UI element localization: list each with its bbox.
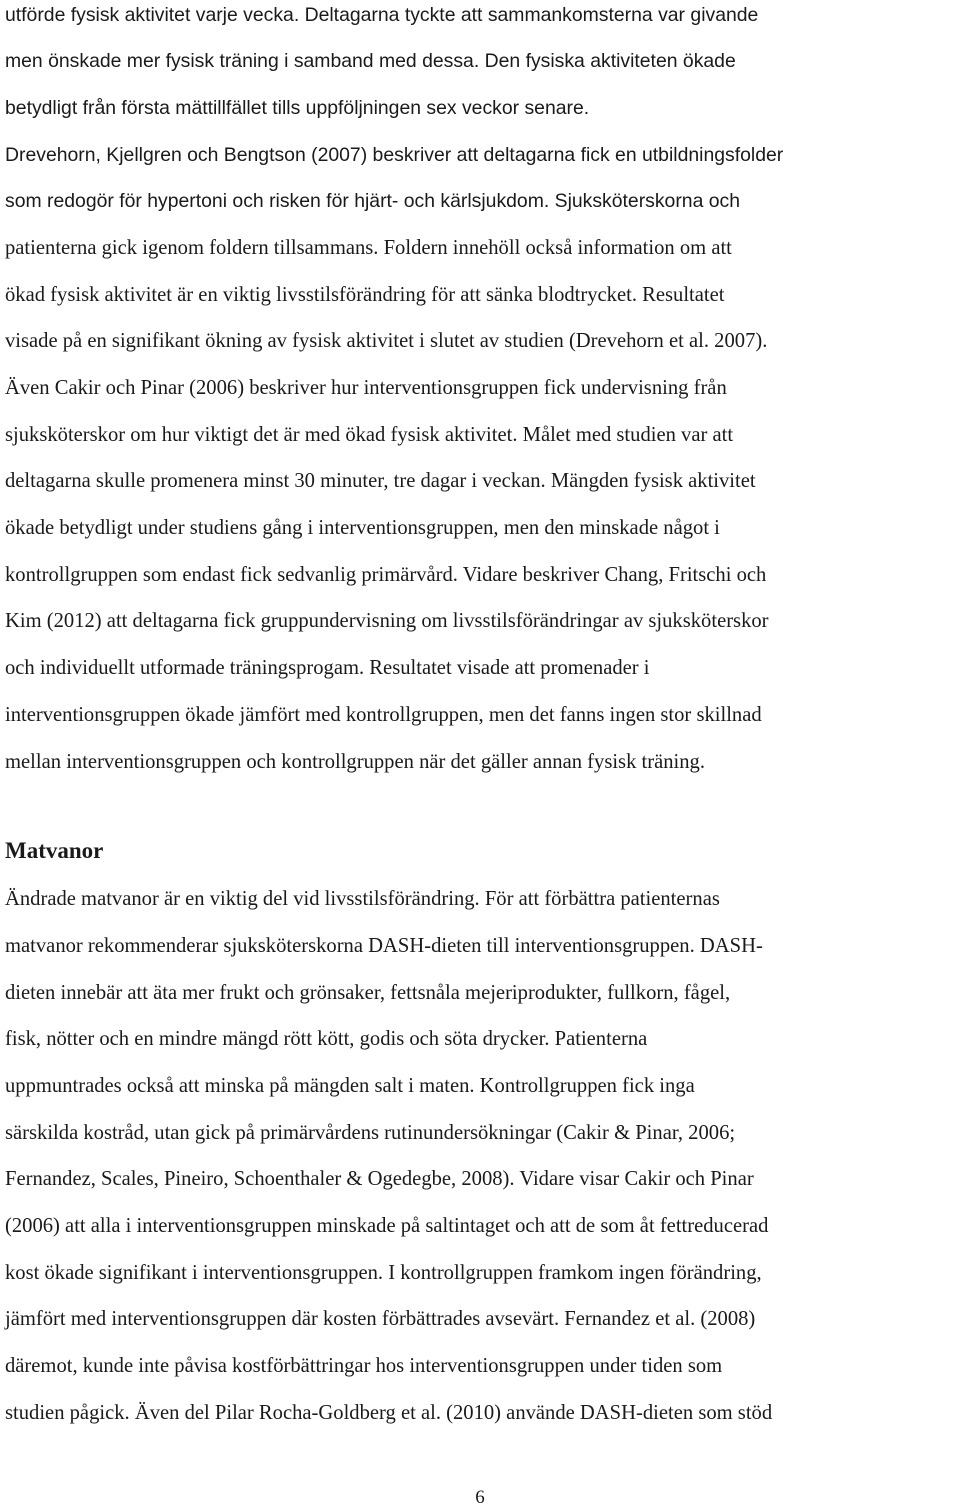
text-line: kontrollgruppen som endast fick sedvanlig primärvård. Vidare beskriver Chang, Fritschi och <box>5 564 767 586</box>
text-line: särskilda kostråd, utan gick på primärvårdens rutinundersökningar (Cakir & Pinar, 2006; <box>5 1122 736 1144</box>
text-line: patienterna gick igenom foldern tillsammans. Foldern innehöll också information om att <box>5 237 732 259</box>
text-line: betydligt från första mättillfället tills uppföljningen sex veckor senare. <box>5 97 590 119</box>
page-number: 6 <box>475 1487 485 1508</box>
text-line: ökade betydligt under studiens gång i interventionsgruppen, men den minskade något i <box>5 517 720 539</box>
text-line: visade på en signifikant ökning av fysisk aktivitet i slutet av studien (Drevehorn et al. 2007). <box>5 330 768 352</box>
text-line: Kim (2012) att deltagarna fick gruppundervisning om livsstilsförändringar av sjuksköterskor <box>5 610 769 632</box>
text-line: dieten innebär att äta mer frukt och grönsaker, fettsnåla mejeriprodukter, fullkorn, fågel, <box>5 982 731 1004</box>
text-line: fisk, nötter och en mindre mängd rött kött, godis och söta drycker. Patienterna <box>5 1028 648 1050</box>
text-line: Även Cakir och Pinar (2006) beskriver hur interventionsgruppen fick undervisning från <box>5 377 727 399</box>
text-line: Fernandez, Scales, Pineiro, Schoenthaler & Ogedegbe, 2008). Vidare visar Cakir och Pinar <box>5 1168 754 1190</box>
text-line: Ändrade matvanor är en viktig del vid livsstilsförändring. För att förbättra patienternas <box>5 888 720 910</box>
text-line: interventionsgruppen ökade jämfört med kontrollgruppen, men det fanns ingen stor skillnad <box>5 704 762 726</box>
text-line: men önskade mer fysisk träning i samband med dessa. Den fysiska aktiviteten ökade <box>5 50 736 72</box>
text-line: kost ökade signifikant i interventionsgruppen. I kontrollgruppen framkom ingen förändring, <box>5 1262 762 1284</box>
text-line: utförde fysisk aktivitet varje vecka. Deltagarna tyckte att sammankomsterna var givande <box>5 4 759 26</box>
section-heading: Matvanor <box>5 838 104 863</box>
text-line: sjuksköterskor om hur viktigt det är med ökad fysisk aktivitet. Målet med studien var att <box>5 424 734 446</box>
text-line: och individuellt utformade träningsprogam. Resultatet visade att promenader i <box>5 657 650 679</box>
text-line: (2006) att alla i interventionsgruppen minskade på saltintaget och att de som åt fettreducerad <box>5 1215 769 1237</box>
text-line: matvanor rekommenderar sjuksköterskorna DASH-dieten till interventionsgruppen. DASH- <box>5 935 763 957</box>
text-line: uppmuntrades också att minska på mängden salt i maten. Kontrollgruppen fick inga <box>5 1075 695 1097</box>
text-line: som redogör för hypertoni och risken för hjärt- och kärlsjukdom. Sjuksköterskorna och <box>5 190 741 212</box>
text-line: deltagarna skulle promenera minst 30 minuter, tre dagar i veckan. Mängden fysisk aktivitet <box>5 470 756 492</box>
text-line: ökad fysisk aktivitet är en viktig livsstilsförändring för att sänka blodtrycket. Resultatet <box>5 284 725 306</box>
text-line: mellan interventionsgruppen och kontrollgruppen när det gäller annan fysisk träning. <box>5 751 705 773</box>
text-line: studien pågick. Även del Pilar Rocha-Goldberg et al. (2010) använde DASH-dieten som stöd <box>5 1402 773 1424</box>
text-line: däremot, kunde inte påvisa kostförbättringar hos interventionsgruppen under tiden som <box>5 1355 723 1377</box>
text-line: jämfört med interventionsgruppen där kosten förbättrades avsevärt. Fernandez et al. (2008) <box>5 1308 756 1330</box>
text-line: Drevehorn, Kjellgren och Bengtson (2007) beskriver att deltagarna fick en utbildningsfolder <box>5 144 784 166</box>
